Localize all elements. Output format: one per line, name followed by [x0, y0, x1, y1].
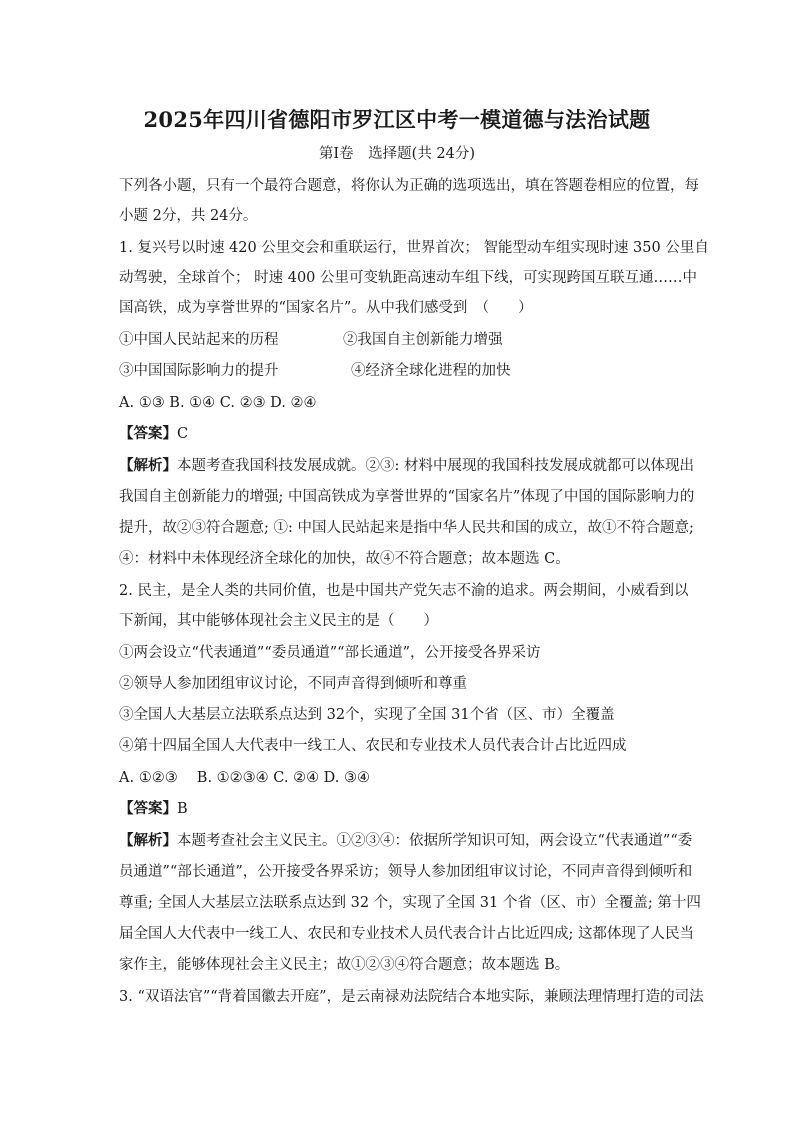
- q1-choices: A. ①③ B. ①④ C. ②③ D. ②④: [119, 395, 317, 411]
- q1-analysis-line: [119, 456, 694, 476]
- instructions-line: 下列各小题，只有一个最符合题意，将你认为正确的选项选出，填在答题卷相应的位置，每: [119, 178, 699, 194]
- q2-answer: [119, 799, 188, 819]
- q2-stem-line: 2. 民主，是全人类的共同价值，也是中国共产党矢志不渝的追求。两会期间，小威看到以: [119, 583, 689, 599]
- q1-options-row: [119, 330, 679, 350]
- analysis-tag: 【解析】: [119, 457, 177, 474]
- q2-item: ④第十四届全国人大代表中一线工人、农民和专业技术人员代表合计占比近四成: [119, 738, 627, 754]
- q2-analysis-line: 尊重; 全国人大基层立法联系点达到 32 个，实现了全国 31 个省（区、市）全覆盖; 第十四: [119, 895, 701, 911]
- q2-analysis-line: 员通道”“部长通道”，公开接受各界采访；领导人参加团组审议讨论，不同声音得到倾听和: [119, 864, 693, 880]
- q1-analysis-line: ④：材料中未体现经济全球化的加快，故④不符合题意；故本题选 C。: [119, 551, 570, 567]
- answer-value: B: [177, 801, 188, 817]
- analysis-text: 本题考查社会主义民主。①②③④：依据所学知识可知，两会设立“代表通道”“委: [177, 833, 693, 849]
- q2-item: ①两会设立“代表通道”“委员通道”“部长通道”，公开接受各界采访: [119, 645, 541, 661]
- q2-analysis-line: [119, 831, 692, 851]
- instructions-line: 小题 2分，共 24分。: [119, 208, 258, 224]
- q1-options-row: [119, 361, 679, 381]
- answer-value: C: [177, 426, 189, 442]
- page-title: 2025年四川省德阳市罗江区中考一模道德与法治试题: [143, 107, 651, 132]
- q1-stem-line: 动驾驶，全球首个； 时速 400 公里可变轨距高速动车组下线，可实现跨国互联互通……中: [119, 270, 698, 286]
- q2-item: ③全国人大基层立法联系点达到 32个，实现了全国 31个省（区、市）全覆盖: [119, 707, 615, 723]
- q3-stem-line: 3. “双语法官”“背着国徽去开庭”，是云南禄劝法院结合本地实际，兼顾法理情理打造的司法: [119, 989, 704, 1005]
- q2-choices: A. ①②③ B. ①②③④ C. ②④ D. ③④: [119, 770, 371, 786]
- q1-option-3: ③中国国际影响力的提升: [119, 363, 279, 379]
- q1-option-1: ①中国人民站起来的历程: [119, 332, 279, 348]
- analysis-text: 本题考查我国科技发展成就。②③: 材料中展现的我国科技发展成就都可以体现出: [177, 458, 694, 474]
- q1-option-2: ②我国自主创新能力增强: [343, 332, 503, 348]
- q2-stem-line: 下新闻，其中能够体现社会主义民主的是（ ）: [119, 613, 438, 629]
- analysis-tag: 【解析】: [119, 832, 177, 849]
- q2-item: ②领导人参加团组审议讨论，不同声音得到倾听和尊重: [119, 676, 467, 692]
- q1-stem-line: 国高铁，成为享誉世界的“国家名片”。从中我们感受到 （ ）: [119, 300, 533, 316]
- q1-option-4: ④经济全球化进程的加快: [351, 363, 511, 379]
- q1-answer: [119, 424, 188, 444]
- q1-analysis-line: 我国自主创新能力的增强; 中国高铁成为享誉世界的“国家名片”体现了中国的国际影响力的: [119, 489, 695, 505]
- q1-stem-line: 1. 复兴号以时速 420 公里交会和重联运行，世界首次； 智能型动车组实现时速 350 公里自: [119, 240, 709, 256]
- section-heading: 第Ⅰ卷 选择题(共 24分): [318, 146, 476, 162]
- q1-analysis-line: 提升，故②③符合题意; ①: 中国人民站起来是指中华人民共和国的成立，故①不符合题意;: [119, 520, 694, 536]
- q2-analysis-line: 届全国人大代表中一线工人、农民和专业技术人员代表合计占比近四成; 这都体现了人民当: [119, 926, 694, 942]
- answer-tag: 【答案】: [119, 425, 177, 442]
- q2-analysis-line: 家作主，能够体现社会主义民主；故①②③④符合题意；故本题选 B。: [119, 957, 570, 973]
- answer-tag: 【答案】: [119, 800, 177, 817]
